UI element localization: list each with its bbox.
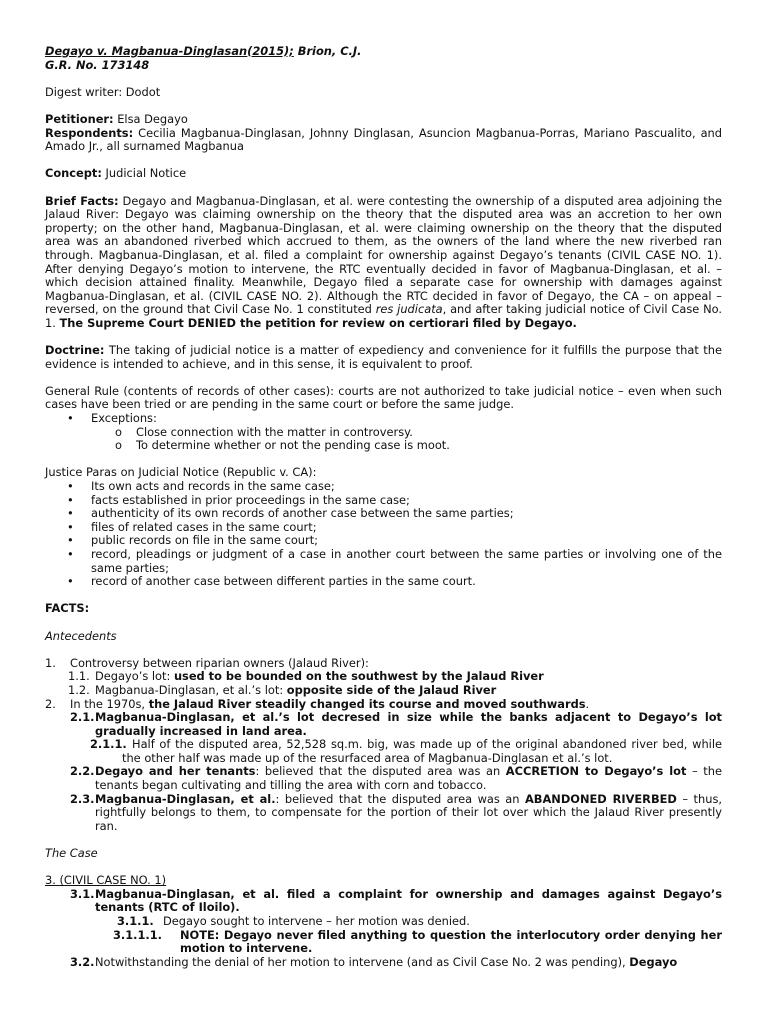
item-bold-text: NOTE: Degayo never filed anything to question the interlocutory order denying her motion to intervene. [180,927,722,956]
item-bold-text: Degayo and her tenants [95,764,256,779]
item-text: : believed that the disputed area was an [275,791,525,806]
list-item [45,521,722,535]
justice-paras-heading: Justice Paras on Judicial Notice (Republic v. CA): [45,465,317,480]
item-bold-text: ACCRETION to Degayo’s lot [505,764,687,779]
fact-item-2-1-1 [45,738,722,765]
digest-writer: Digest writer: Dodot [45,84,161,99]
item-text: – thus, rightfully belongs to them, to compensate for the portion of their lot over which the Jalaud River presently ran. [95,791,723,833]
doctrine-label: Doctrine: [45,343,105,358]
concept-line [45,167,722,181]
brief-facts-label: Brief Facts: [45,193,119,208]
item-number: 1.1. [68,669,90,684]
item-number: 2.1.1. [90,737,127,752]
item-number: 3.1. [70,886,95,901]
antecedents-heading: Antecedents [45,628,117,643]
item-number: 2. [45,696,56,711]
exception-text: To determine whether or not the pending case is moot. [136,438,450,453]
case-item-3-2 [45,956,722,970]
the-case-heading: The Case [45,846,98,861]
respondents-line [45,127,722,154]
list-item-text: Its own acts and records in the same case; [91,479,335,493]
list-item-text: record of another case between different parties in the same court. [91,574,476,589]
list-item [45,507,722,521]
res-judicata: res judicata [375,302,443,317]
doctrine-text: The taking of judicial notice is a matter of expediency and convenience for it fulfills the purpose that the evidence is intended to achieve, and in this sense, it is equivalent to proof. [45,343,722,371]
bullet-icon: • [67,411,74,426]
item-text: Notwithstanding the denial of her motion to intervene (and as Civil Case No. 2 was pending), [95,954,630,969]
list-item [45,548,722,575]
list-item-text: files of related cases in the same court; [91,519,317,534]
brief-facts-ruling: The Supreme Court DENIED the petition for review on certiorari filed by Degayo. [59,315,577,330]
brief-facts-text1: Degayo and Magbanua-Dinglasan, et al. were contesting the ownership of a disputed area adjoining the Jalaud River: Degayo was claiming ownership on the theory that the disputed area was an accretion to her own property; on the other hand, Magbanua-Dinglasan, et al. were claiming ownership on the theory that the disputed area was an abandoned riverbed which accrued to them, as the owners of the land where the new riverbed ran through. Magbanua-Dinglasan, et al. filed a complaint for ownership against Degayo’s tenants (CIVIL CASE NO. 1). After denying Degayo’s motion to intervene, the RTC eventually decided in favor of Magbanua-Dinglasan, et al. – which decision attained finality. Meanwhile, Degayo filed a separate case for ownership with damages against Magbanua-Dinglasan, et al. (CIVIL CASE NO. 2). Although the RTC decided in favor of Degayo, the CA – on appeal – reversed, on the ground that Civil Case No. 1 constituted [45,193,722,317]
list-item [45,494,722,508]
item-text: Degayo sought to intervene – her motion was denied. [163,914,470,928]
case-year: (2015); [247,44,294,58]
exceptions-label: Exceptions: [91,411,157,426]
respondents-label: Respondents: [45,125,134,140]
item-text: Magbanua-Dinglasan, et al.’s lot: [95,682,287,697]
fact-item-1-2 [45,684,722,698]
concept-label: Concept: [45,166,102,181]
item-text: . [585,696,590,711]
item-text: Half of the disputed area, 52,528 sq.m. big, was made up of the original abandoned river bed, while the other half was made up of the resurfaced area of Magbanua-Dinglasan et al.’s lot. [122,737,722,765]
bullet-icon: • [67,492,74,507]
fact-item-2 [45,698,722,712]
fact-item-1-1 [45,670,722,684]
item-number: 2.3. [70,791,95,806]
exception-sub-item [45,439,722,453]
item-number: 2.2. [70,764,95,779]
case-name: Degayo v. Magbanua-Dinglasan [45,44,248,58]
circle-bullet-icon: o [115,424,122,439]
facts-heading: FACTS: [45,601,90,616]
list-item [45,575,722,589]
case-item-3-1-1 [45,915,722,929]
brief-facts-paragraph [45,195,722,331]
case-item-3-1-1-1 [45,929,722,956]
list-item-text: facts established in prior proceedings in the same case; [91,492,410,507]
bullet-icon: • [67,506,74,521]
item-bold-text: ABANDONED RIVERBED [524,791,677,806]
item-text: – the tenants began cultivating and tilling the area with corn and tobacco. [95,764,722,793]
petitioner-value: Elsa Degayo [113,111,188,126]
case-item-3-1 [45,888,722,915]
fact-item-1 [45,657,722,671]
item-number: 2.1. [70,710,95,725]
civil-case-1-heading: 3. (CIVIL CASE NO. 1) [45,873,167,888]
bullet-icon: • [67,546,74,561]
petitioner-label: Petitioner: [45,111,114,126]
list-item-text: record, pleadings or judgment of a case in another court between the same parties or involving one of the same parties; [91,546,722,575]
item-text: : believed that the disputed area was an [255,764,506,779]
item-bold-text: used to be bounded on the southwest by the Jalaud River [173,669,544,684]
concept-value: Judicial Notice [101,166,187,181]
item-number: 3.1.1.1. [113,927,163,942]
bullet-icon: • [67,479,74,493]
item-bold-text: Magbanua-Dinglasan, et al.’s lot decresed in size while the banks adjacent to Degayo’s lot gradually increased in land area. [95,710,722,738]
item-bold-text: Magbanua-Dinglasan, et al. filed a complaint for ownership and damages against Degayo’s tenants (RTC of Iloilo). [95,886,722,915]
item-text: Controversy between riparian owners (Jalaud River): [70,655,369,670]
digest-content [45,45,722,969]
item-number: 3.1.1. [117,914,154,928]
bullet-icon: • [67,519,74,534]
general-rule-paragraph: General Rule (contents of records of other cases): courts are not authorized to take judicial notice – even when such cases have been tried or are pending in the same court or before the same judge. [45,383,722,412]
ponente: Brion, C.J. [293,44,362,58]
list-item [45,534,722,548]
list-item-text: authenticity of its own records of another case between the same parties; [91,506,514,521]
list-item-text: public records on file in the same court; [91,533,319,548]
exception-text: Close connection with the matter in controversy. [136,424,413,439]
item-bold-text: Magbanua-Dinglasan, et al. [95,791,276,806]
bullet-icon: • [67,533,74,548]
case-title [45,45,722,59]
list-item [45,480,722,494]
respondents-value: Cecilia Magbanua-Dinglasan, Johnny Dinglasan, Asuncion Magbanua-Porras, Mariano Pascualito, and Amado Jr., all surnamed Magbanua [45,125,722,154]
item-text: Degayo’s lot: [95,669,174,684]
fact-item-2-2 [45,765,722,792]
bullet-icon: • [67,574,74,589]
exceptions-item [45,412,722,426]
circle-bullet-icon: o [115,438,122,453]
fact-item-2-1 [45,711,722,738]
gr-number: G.R. No. 173148 [45,57,150,72]
doctrine-paragraph [45,344,722,371]
item-bold-text: Degayo [629,954,678,969]
item-text: In the 1970s, [70,696,149,711]
item-bold-text: the Jalaud River steadily changed its course and moved southwards [148,696,586,711]
item-number: 1.2. [68,682,90,697]
item-number: 1. [45,655,56,670]
item-number: 3.2. [70,954,95,969]
petitioner-line [45,113,722,127]
exception-sub-item [45,426,722,440]
item-bold-text: opposite side of the Jalaud River [286,682,497,697]
brief-facts-text2: , and after taking judicial notice of Civil Case No. 1. [45,302,722,330]
fact-item-2-3 [45,793,722,834]
